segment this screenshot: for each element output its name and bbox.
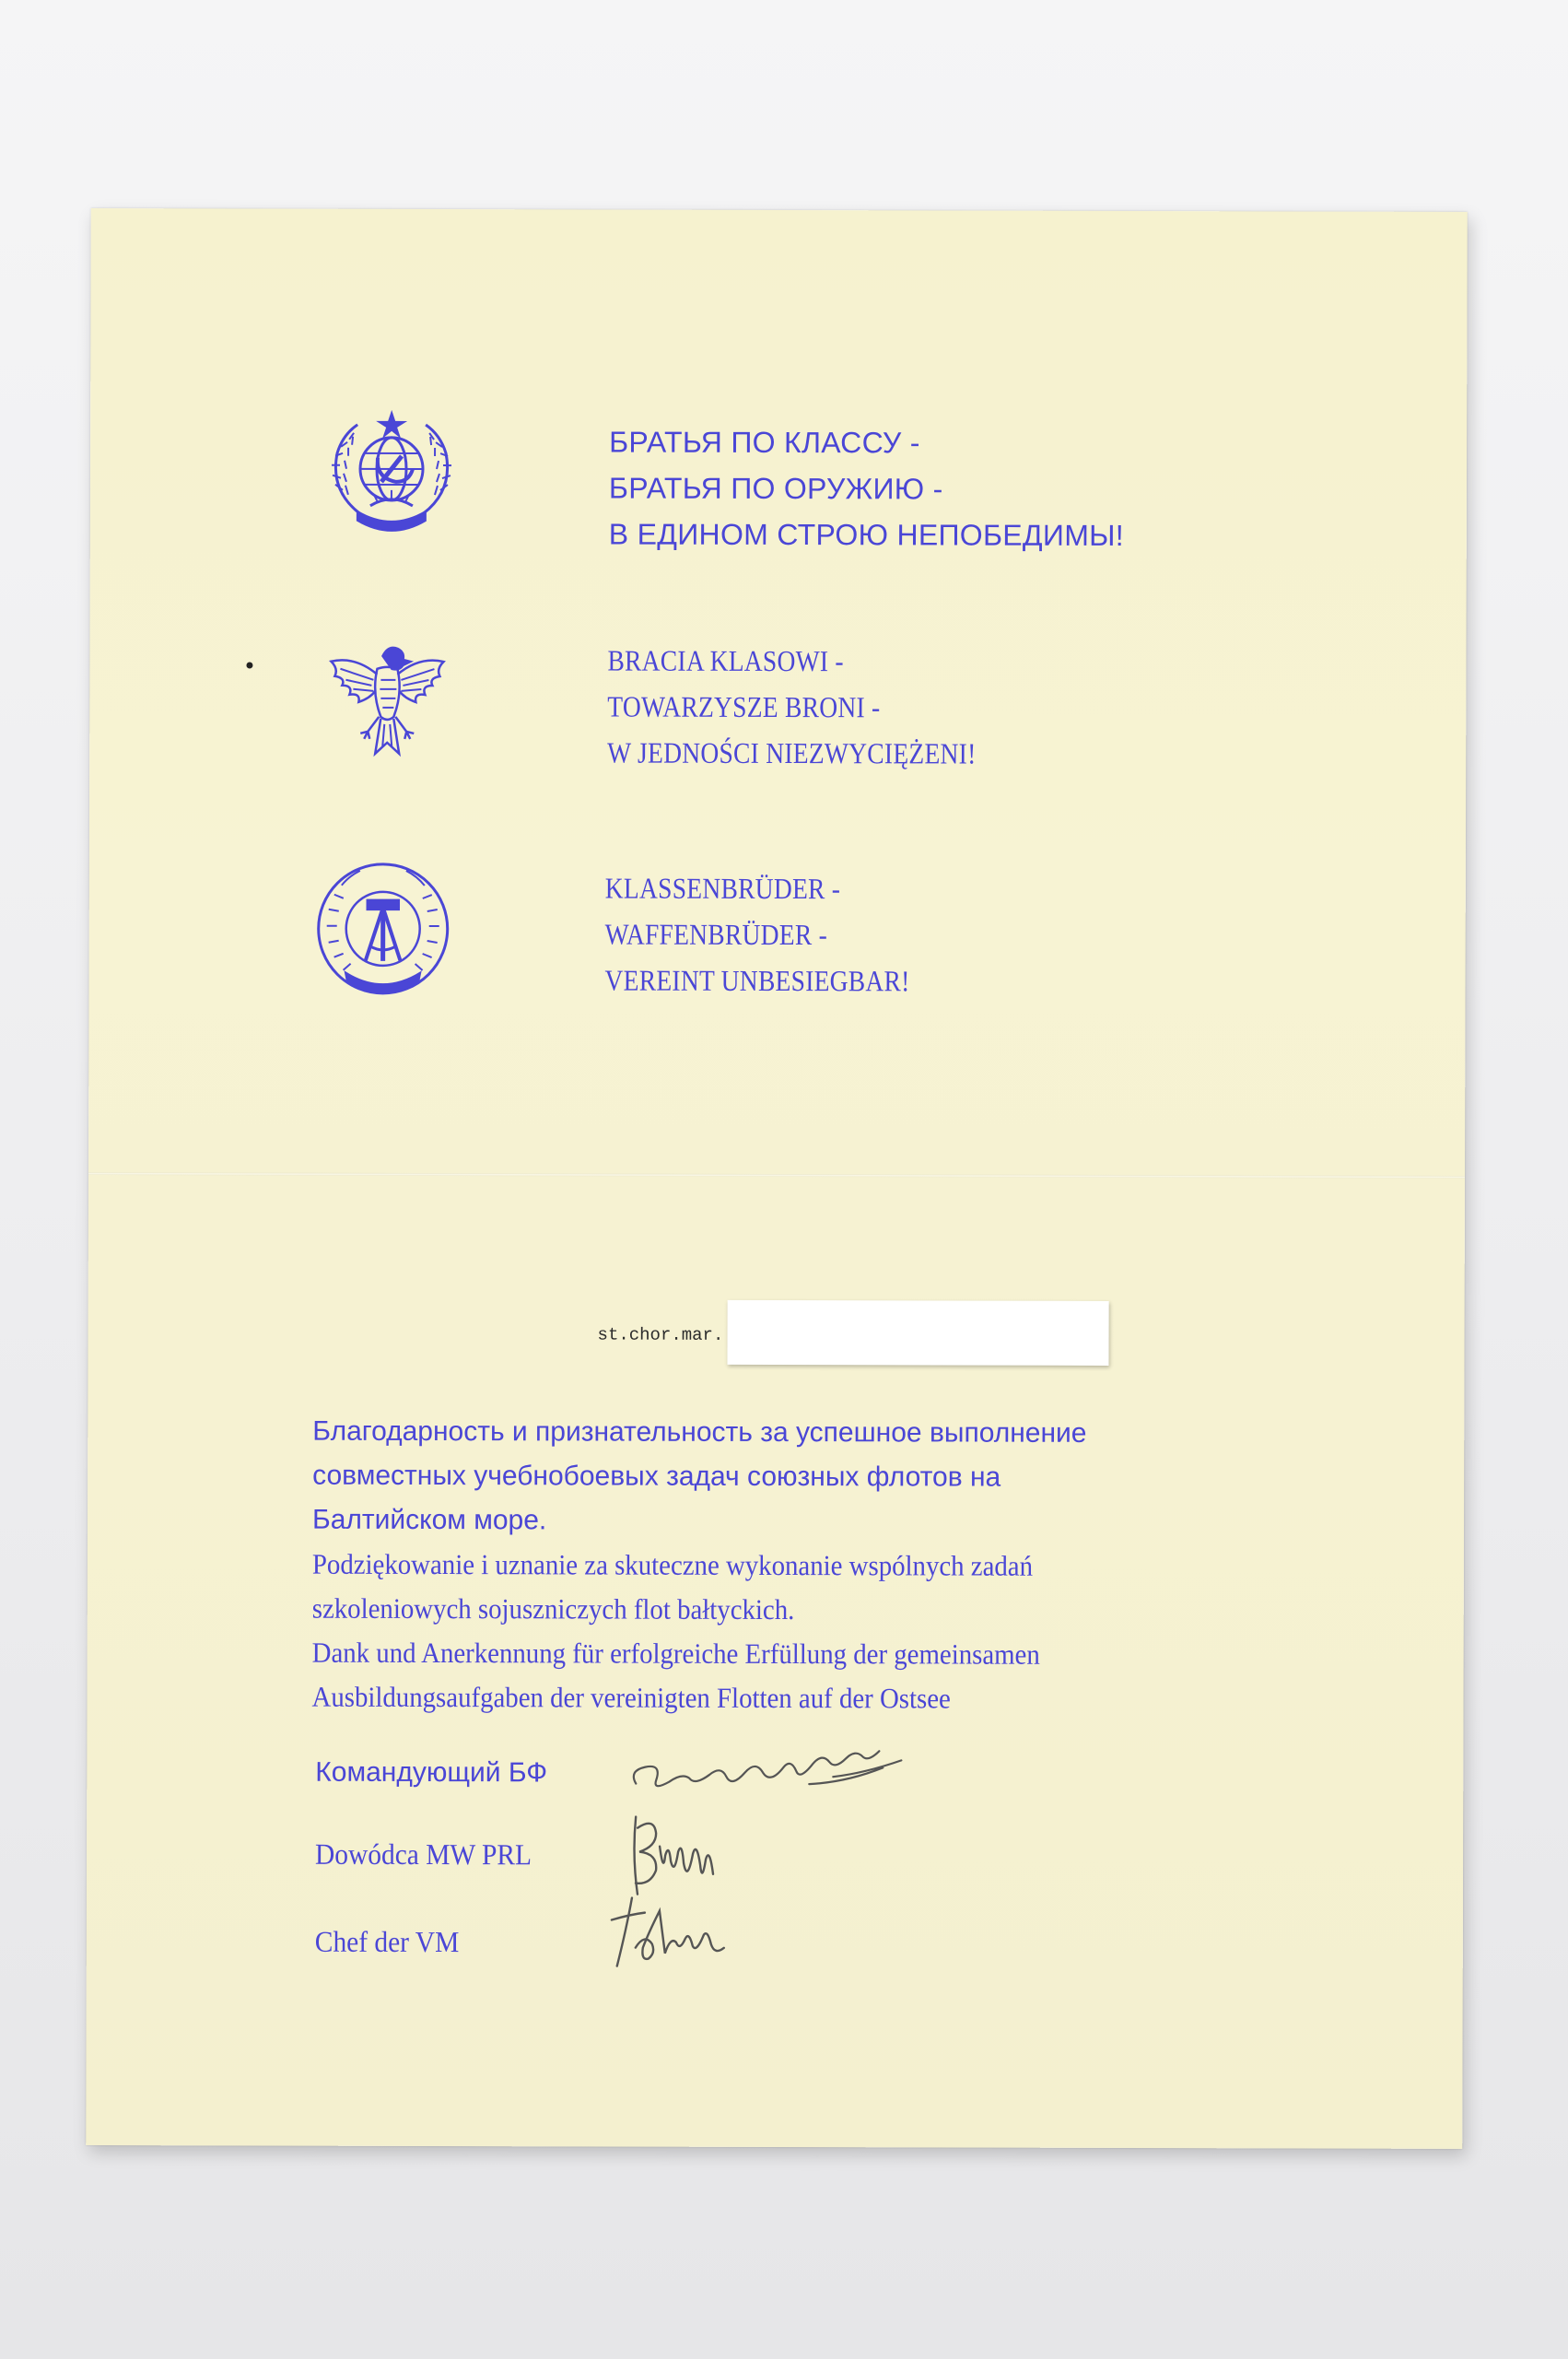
- signature-polish-commander: [623, 1810, 724, 1902]
- signature-russian-commander: [625, 1740, 919, 1805]
- slogan-line: W JEDNOŚCI NIEZWYCIĘŻENI!: [607, 735, 977, 770]
- name-redaction-strip: [727, 1300, 1108, 1366]
- message-line: Ausbildungsaufgaben der vereinigten Flotten auf der Ostsee: [311, 1680, 951, 1715]
- message-line: Dank und Anerkennung für erfolgreiche Erfüllung der gemeinsamen: [311, 1636, 1040, 1671]
- slogan-line: BRACIA KLASOWI -: [607, 643, 844, 678]
- signatory-label-german: Chef der VM: [314, 1924, 460, 1959]
- slogan-russian: [609, 419, 1125, 558]
- recipient-rank: st.chor.mar.: [597, 1324, 724, 1345]
- slogan-polish: [607, 638, 977, 777]
- document-sheet: [86, 208, 1467, 2149]
- message-line: Podziękowanie i uznanie za skuteczne wykonanie wspólnych zadań: [311, 1547, 1034, 1582]
- slogan-line: WAFFENBRÜDER -: [604, 917, 828, 952]
- recipient-line: [597, 1299, 1108, 1365]
- slogan-line: БРАТЬЯ ПО ОРУЖИЮ -: [608, 471, 943, 506]
- message-line: Благодарность и признательность за успешное выполнение: [312, 1415, 1087, 1449]
- thanks-message: [311, 1410, 1095, 1721]
- signature-german-commander: [608, 1893, 737, 1976]
- ussr-coat-of-arms-icon: [322, 403, 461, 541]
- slogan-line: VEREINT UNBESIEGBAR!: [604, 963, 910, 998]
- fold-line: [88, 1172, 1465, 1179]
- message-line: Балтийском море.: [311, 1504, 547, 1536]
- signatory-label-polish: Dowódca MW PRL: [315, 1837, 532, 1872]
- message-line: szkoleniowych sojuszniczych flot bałtyckich.: [311, 1591, 795, 1626]
- slogan-german: [604, 865, 909, 1004]
- polish-eagle-icon: [318, 628, 456, 767]
- message-line: совместных учебнобоевых задач союзных флотов на: [312, 1460, 1001, 1493]
- punch-hole: [246, 662, 252, 668]
- slogan-line: БРАТЬЯ ПО КЛАССУ -: [609, 425, 920, 460]
- slogan-line: KLASSENBRÜDER -: [604, 871, 841, 906]
- slogan-line: В ЕДИНОМ СТРОЮ НЕПОБЕДИМЫ!: [608, 517, 1125, 552]
- slogan-line: TOWARZYSZE BRONI -: [607, 689, 881, 724]
- gdr-coat-of-arms-icon: [312, 858, 455, 1001]
- signatory-label-russian: Командующий БФ: [315, 1756, 548, 1789]
